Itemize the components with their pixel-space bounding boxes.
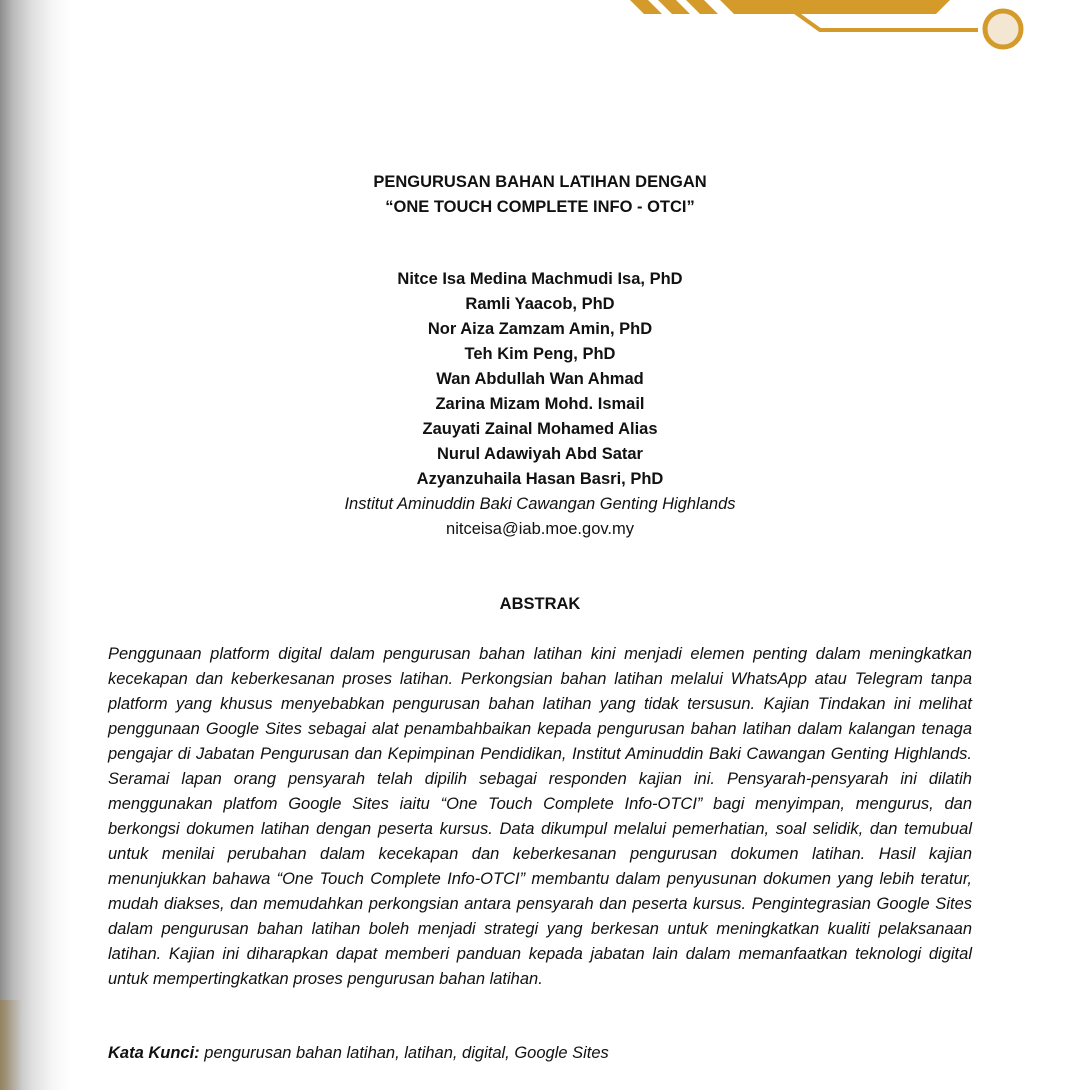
paper-title-line-2: “ONE TOUCH COMPLETE INFO - OTCI” [385,198,695,216]
keywords-label: Kata Kunci: [108,1044,200,1062]
paper-title-line-1: PENGURUSAN BAHAN LATIHAN DENGAN [373,173,707,191]
abstract-text: Penggunaan platform digital dalam pengurusan bahan latihan kini menjadi elemen penting dalam meningkatkan kecekapan dan keberkesanan proses latihan. Perkongsian bahan latihan melalui WhatsApp atau Telegram tanpa platform yang khusus menyebabkan pengurusan bahan latihan yang tidak tersusun. Kajian Tindakan ini melihat penggunaan Google Sites sebagai alat penambahbaikan kepada pengurusan bahan latihan dalam kalangan tenaga pengajar di Jabatan Pengurusan dan Kepimpinan Pendidikan, Institut Aminuddin Baki Cawangan Genting Highlands. Seramai lapan orang pensyarah telah dipilih sebagai responden kajian ini. Pensyarah-pensyarah ini dilatih menggunakan platfom Google Sites iaitu “One Touch Complete Info-OTCI” bagi menyimpan, mengurus, dan berkongsi dokumen latihan dengan peserta kursus. Data dikumpul melalui pemerhatian, soal selidik, dan temubual untuk menilai perubahan dalam kecekapan dan keberkesanan pengurusan dokumen latihan. Hasil kajian menunjukkan bahawa “One Touch Complete Info-OTCI” membantu dalam penyusunan dokumen yang lebih teratur, mudah diakses, dan memudahkan perkongsian antara pensyarah dan peserta kursus. Pengintegrasian Google Sites dalam pengurusan bahan latihan boleh menjadi strategi yang berkesan untuk meningkatkan kualiti pelaksanaan latihan. Kajian ini diharapkan dapat memberi panduan kepada jabatan lain dalam memanfaatkan teknologi digital untuk mempertingkatkan proses pengurusan bahan latihan. [108,645,972,988]
author-name: Nor Aiza Zamzam Amin, PhD [427,320,653,338]
author-name: Zarina Mizam Mohd. Ismail [435,395,645,413]
author-list [0,267,1080,492]
keywords-text: pengurusan bahan latihan, latihan, digital, Google Sites [199,1044,609,1062]
author-name: Ramli Yaacob, PhD [465,295,615,313]
author-institution: Institut Aminuddin Baki Cawangan Genting Highlands [344,495,736,513]
header-stripe [658,0,690,14]
header-stripe [686,0,718,14]
header-stripe [630,0,662,14]
author-name: Nurul Adawiyah Abd Satar [437,445,643,463]
page-edge-shadow [0,0,70,1090]
header-circle [985,11,1021,47]
author-name: Nitce Isa Medina Machmudi Isa, PhD [397,270,683,288]
header-band [720,0,950,14]
header-decoration [600,0,1080,60]
abstract-heading: ABSTRAK [499,595,581,613]
author-name: Teh Kim Peng, PhD [464,345,616,363]
keywords [108,1041,972,1066]
author-name: Wan Abdullah Wan Ahmad [436,370,644,388]
page-edge-tint [0,1000,22,1090]
author-name: Zauyati Zainal Mohamed Alias [422,420,658,438]
author-name: Azyanzuhaila Hasan Basri, PhD [416,470,664,488]
author-email: nitceisa@iab.moe.gov.my [446,520,634,538]
